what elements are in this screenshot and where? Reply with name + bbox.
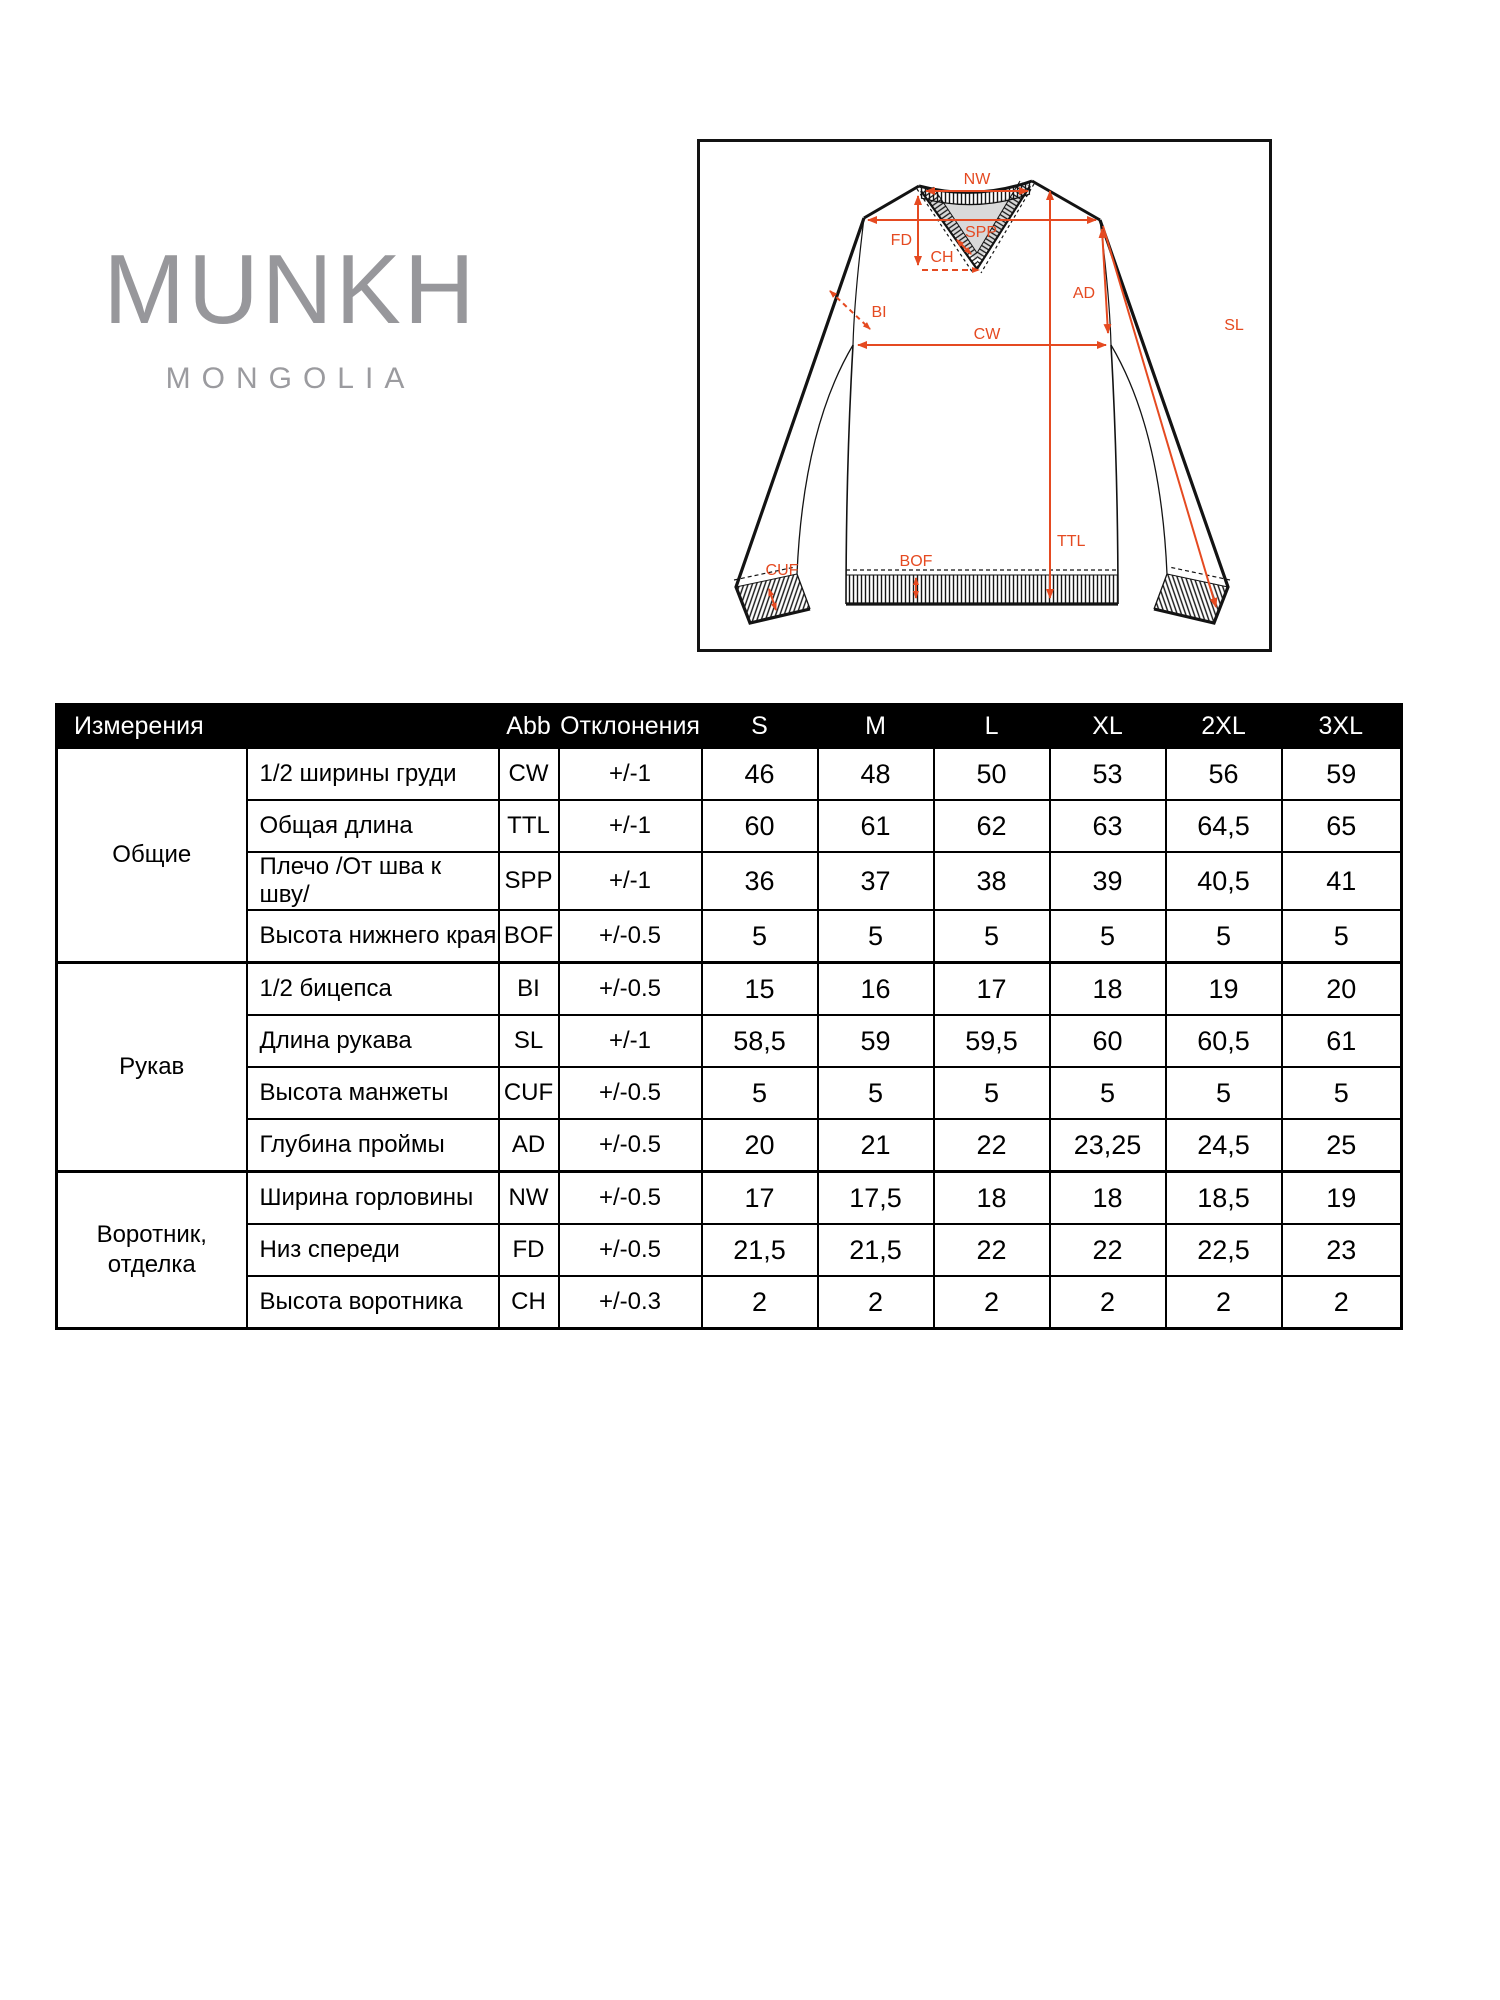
cw-label: CW xyxy=(973,326,1001,343)
table-header-row xyxy=(57,705,1402,749)
size-value-cell: 5 xyxy=(1282,910,1402,963)
sl-label: SL xyxy=(1224,317,1244,334)
bi-label: BI xyxy=(871,304,887,321)
size-value-cell: 17,5 xyxy=(818,1172,934,1225)
size-value-cell: 61 xyxy=(1282,1015,1402,1067)
size-value-cell: 65 xyxy=(1282,800,1402,852)
size-value-cell: 18 xyxy=(1050,963,1166,1016)
header-size-l: L xyxy=(934,705,1050,749)
group-label-cell: Общие xyxy=(57,748,247,963)
size-value-cell: 18 xyxy=(1050,1172,1166,1225)
size-value-cell: 5 xyxy=(1166,910,1282,963)
size-value-cell: 20 xyxy=(1282,963,1402,1016)
abbreviation-cell: CH xyxy=(499,1276,559,1329)
size-value-cell: 22 xyxy=(934,1119,1050,1172)
size-value-cell: 63 xyxy=(1050,800,1166,852)
abbreviation-cell: BI xyxy=(499,963,559,1016)
size-value-cell: 23 xyxy=(1282,1224,1402,1276)
header-size-s: S xyxy=(702,705,818,749)
header-measurements: Измерения xyxy=(57,705,499,749)
sweater-drawing xyxy=(700,142,1269,649)
ch-label: CH xyxy=(930,249,954,266)
deviation-cell: +/-0.5 xyxy=(559,1224,702,1276)
measurement-name-cell: Высота манжеты xyxy=(247,1067,499,1119)
size-value-cell: 60,5 xyxy=(1166,1015,1282,1067)
size-value-cell: 5 xyxy=(702,1067,818,1119)
size-value-cell: 25 xyxy=(1282,1119,1402,1172)
deviation-cell: +/-0.5 xyxy=(559,1067,702,1119)
measurement-name-cell: Высота воротника xyxy=(247,1276,499,1329)
deviation-cell: +/-0.5 xyxy=(559,910,702,963)
size-value-cell: 46 xyxy=(702,748,818,800)
abbreviation-cell: AD xyxy=(499,1119,559,1172)
abbreviation-cell: TTL xyxy=(499,800,559,852)
size-value-cell: 61 xyxy=(818,800,934,852)
measurement-name-cell: Высота нижнего края xyxy=(247,910,499,963)
size-value-cell: 50 xyxy=(934,748,1050,800)
size-value-cell: 2 xyxy=(934,1276,1050,1329)
size-value-cell: 5 xyxy=(702,910,818,963)
size-value-cell: 17 xyxy=(702,1172,818,1225)
size-value-cell: 56 xyxy=(1166,748,1282,800)
size-value-cell: 2 xyxy=(1050,1276,1166,1329)
size-value-cell: 39 xyxy=(1050,852,1166,910)
size-value-cell: 40,5 xyxy=(1166,852,1282,910)
size-value-cell: 21,5 xyxy=(702,1224,818,1276)
table-row xyxy=(57,1015,1402,1067)
size-value-cell: 59 xyxy=(1282,748,1402,800)
size-value-cell: 2 xyxy=(818,1276,934,1329)
measurement-name-cell: Низ спереди xyxy=(247,1224,499,1276)
sweater-diagram xyxy=(697,139,1272,652)
size-value-cell: 19 xyxy=(1166,963,1282,1016)
table-row xyxy=(57,1276,1402,1329)
brand-name: MUNKH xyxy=(103,234,478,344)
size-value-cell: 5 xyxy=(818,1067,934,1119)
group-label-cell: Рукав xyxy=(57,963,247,1172)
measurement-name-cell: Общая длина xyxy=(247,800,499,852)
brand-logo xyxy=(88,234,493,396)
nw-label: NW xyxy=(963,171,991,188)
size-value-cell: 20 xyxy=(702,1119,818,1172)
deviation-cell: +/-1 xyxy=(559,800,702,852)
measurement-name-cell: 1/2 ширины груди xyxy=(247,748,499,800)
size-value-cell: 24,5 xyxy=(1166,1119,1282,1172)
measurement-name-cell: Глубина проймы xyxy=(247,1119,499,1172)
bof-label: BOF xyxy=(899,553,933,570)
size-value-cell: 5 xyxy=(1050,910,1166,963)
deviation-cell: +/-0.3 xyxy=(559,1276,702,1329)
brand-subtitle: MONGOLIA xyxy=(165,362,416,395)
size-value-cell: 5 xyxy=(934,1067,1050,1119)
size-value-cell: 58,5 xyxy=(702,1015,818,1067)
size-value-cell: 5 xyxy=(818,910,934,963)
abbreviation-cell: NW xyxy=(499,1172,559,1225)
size-value-cell: 18,5 xyxy=(1166,1172,1282,1225)
size-value-cell: 21,5 xyxy=(818,1224,934,1276)
header-size-xl: XL xyxy=(1050,705,1166,749)
size-value-cell: 59 xyxy=(818,1015,934,1067)
size-table xyxy=(55,703,1403,1330)
fd-label: FD xyxy=(890,232,912,249)
size-value-cell: 37 xyxy=(818,852,934,910)
measurement-name-cell: Длина рукава xyxy=(247,1015,499,1067)
abbreviation-cell: SL xyxy=(499,1015,559,1067)
table-row xyxy=(57,852,1402,910)
size-value-cell: 22 xyxy=(1050,1224,1166,1276)
deviation-cell: +/-0.5 xyxy=(559,963,702,1016)
table-row xyxy=(57,748,1402,800)
header-abb: Abb xyxy=(499,705,559,749)
size-value-cell: 48 xyxy=(818,748,934,800)
size-value-cell: 16 xyxy=(818,963,934,1016)
size-value-cell: 2 xyxy=(1282,1276,1402,1329)
deviation-cell: +/-0.5 xyxy=(559,1172,702,1225)
size-value-cell: 64,5 xyxy=(1166,800,1282,852)
size-value-cell: 62 xyxy=(934,800,1050,852)
deviation-cell: +/-1 xyxy=(559,852,702,910)
measurement-name-cell: 1/2 бицепса xyxy=(247,963,499,1016)
size-value-cell: 23,25 xyxy=(1050,1119,1166,1172)
size-value-cell: 17 xyxy=(934,963,1050,1016)
table-row xyxy=(57,910,1402,963)
ttl-label: TTL xyxy=(1057,533,1086,550)
size-value-cell: 5 xyxy=(1166,1067,1282,1119)
table-row xyxy=(57,1172,1402,1225)
header-size-3xl: 3XL xyxy=(1282,705,1402,749)
size-value-cell: 53 xyxy=(1050,748,1166,800)
size-value-cell: 15 xyxy=(702,963,818,1016)
header-size-m: M xyxy=(818,705,934,749)
deviation-cell: +/-1 xyxy=(559,748,702,800)
spp-label: SPP xyxy=(964,224,998,241)
abbreviation-cell: FD xyxy=(499,1224,559,1276)
abbreviation-cell: CUF xyxy=(499,1067,559,1119)
size-value-cell: 36 xyxy=(702,852,818,910)
size-value-cell: 59,5 xyxy=(934,1015,1050,1067)
measurement-name-cell: Ширина горловины xyxy=(247,1172,499,1225)
abbreviation-cell: SPP xyxy=(499,852,559,910)
table-row xyxy=(57,1067,1402,1119)
size-value-cell: 5 xyxy=(1282,1067,1402,1119)
size-value-cell: 18 xyxy=(934,1172,1050,1225)
deviation-cell: +/-0.5 xyxy=(559,1119,702,1172)
size-value-cell: 41 xyxy=(1282,852,1402,910)
table-row xyxy=(57,1224,1402,1276)
size-value-cell: 60 xyxy=(702,800,818,852)
size-value-cell: 22 xyxy=(934,1224,1050,1276)
cuf-label: CUF xyxy=(765,562,799,579)
size-value-cell: 5 xyxy=(934,910,1050,963)
size-value-cell: 2 xyxy=(1166,1276,1282,1329)
size-value-cell: 19 xyxy=(1282,1172,1402,1225)
size-value-cell: 22,5 xyxy=(1166,1224,1282,1276)
group-label-cell: Воротник, отделка xyxy=(57,1172,247,1329)
size-value-cell: 38 xyxy=(934,852,1050,910)
size-value-cell: 21 xyxy=(818,1119,934,1172)
header-deviation: Отклонения xyxy=(559,705,702,749)
table-row xyxy=(57,963,1402,1016)
size-value-cell: 5 xyxy=(1050,1067,1166,1119)
abbreviation-cell: BOF xyxy=(499,910,559,963)
deviation-cell: +/-1 xyxy=(559,1015,702,1067)
size-value-cell: 60 xyxy=(1050,1015,1166,1067)
table-row xyxy=(57,1119,1402,1172)
header-size-2xl: 2XL xyxy=(1166,705,1282,749)
abbreviation-cell: CW xyxy=(499,748,559,800)
ad-label: AD xyxy=(1072,285,1096,302)
measurement-name-cell: Плечо /От шва к шву/ xyxy=(247,852,499,910)
table-row xyxy=(57,800,1402,852)
size-value-cell: 2 xyxy=(702,1276,818,1329)
